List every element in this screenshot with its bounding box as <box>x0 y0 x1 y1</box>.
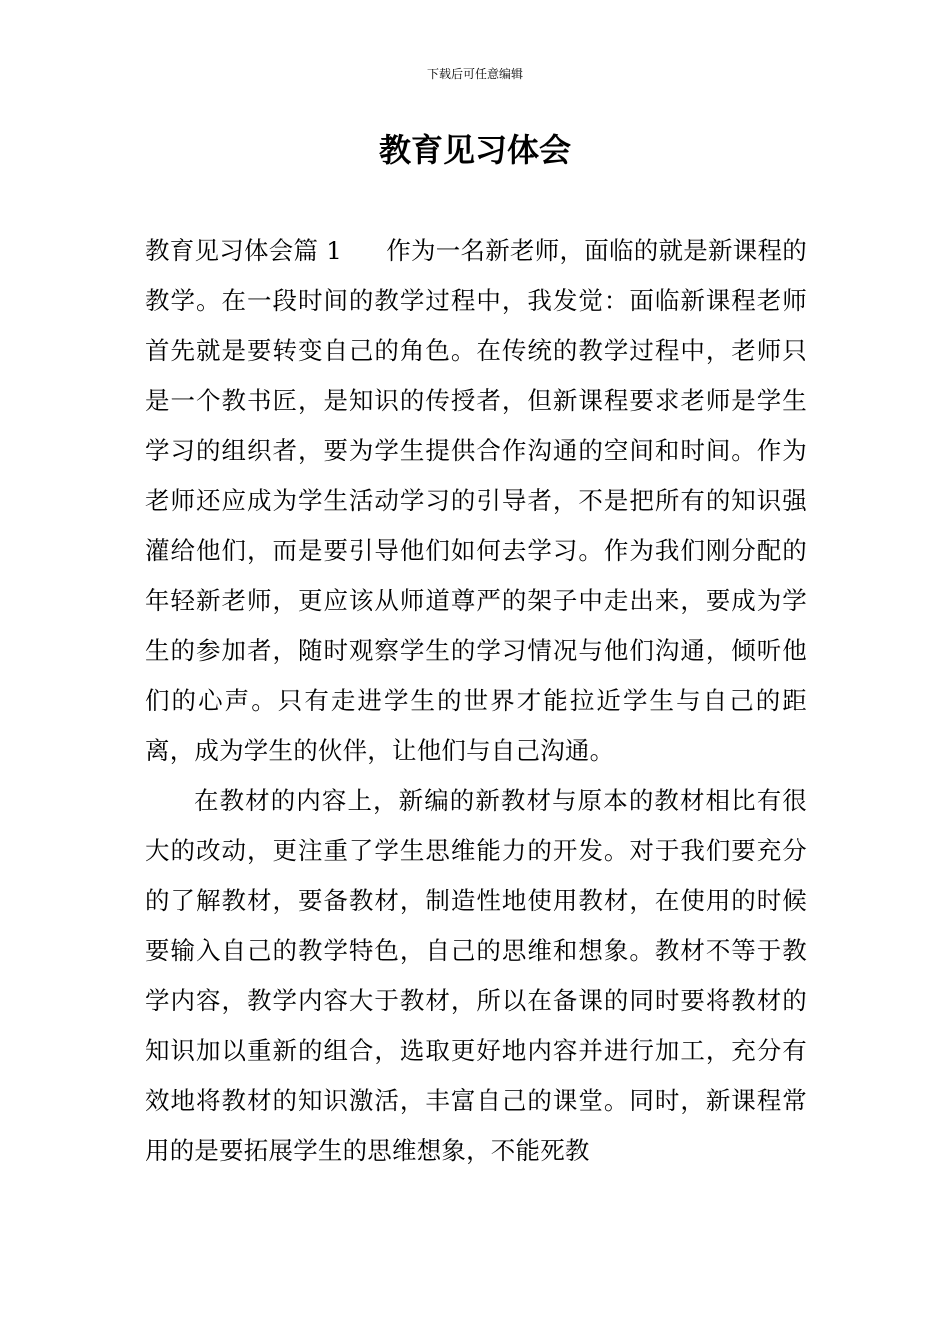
paragraph-1 <box>145 226 807 776</box>
header-note: 下载后可任意编辑 <box>426 67 523 81</box>
section-heading-label: 教育见习体会篇 1 <box>145 236 343 265</box>
article-body <box>145 226 807 1176</box>
paragraph-2: 在教材的内容上，新编的新教材与原本的教材相比有很大的改动，更注重了学生思维能力的开发。对于我们要充分的了解教材，要备教材，制造性地使用教材，在使用的时候要输入自己的教学特色，自己的思维和想象。教材不等于教学内容，教学内容大于教材，所以在备课的同时要将教材的知识加以重新的组合，选取更好地内容并进行加工，充分有效地将教材的知识激活，丰富自己的课堂。同时，新课程常用的是要拓展学生的思维想象，不能死教 <box>145 786 807 1165</box>
document-title: 教育见习体会 <box>378 131 571 169</box>
paragraph-1-text: 作为一名新老师，面临的就是新课程的教学。在一段时间的教学过程中，我发觉：面临新课程老师首先就是要转变自己的角色。在传统的教学过程中，老师只是一个教书匠，是知识的传授者，但新课程要求老师是学生学习的组织者，要为学生提供合作沟通的空间和时间。作为老师还应成为学生活动学习的引导者，不是把所有的知识强灌给他们，而是要引导他们如何去学习。作为我们刚分配的年轻新老师，更应该从师道尊严的架子中走出来，要成为学生的参加者，随时观察学生的学习情况与他们沟通，倾听他们的心声。只有走进学生的世界才能拉近学生与自己的距离，成为学生的伙伴，让他们与自己沟通。 <box>145 236 807 765</box>
